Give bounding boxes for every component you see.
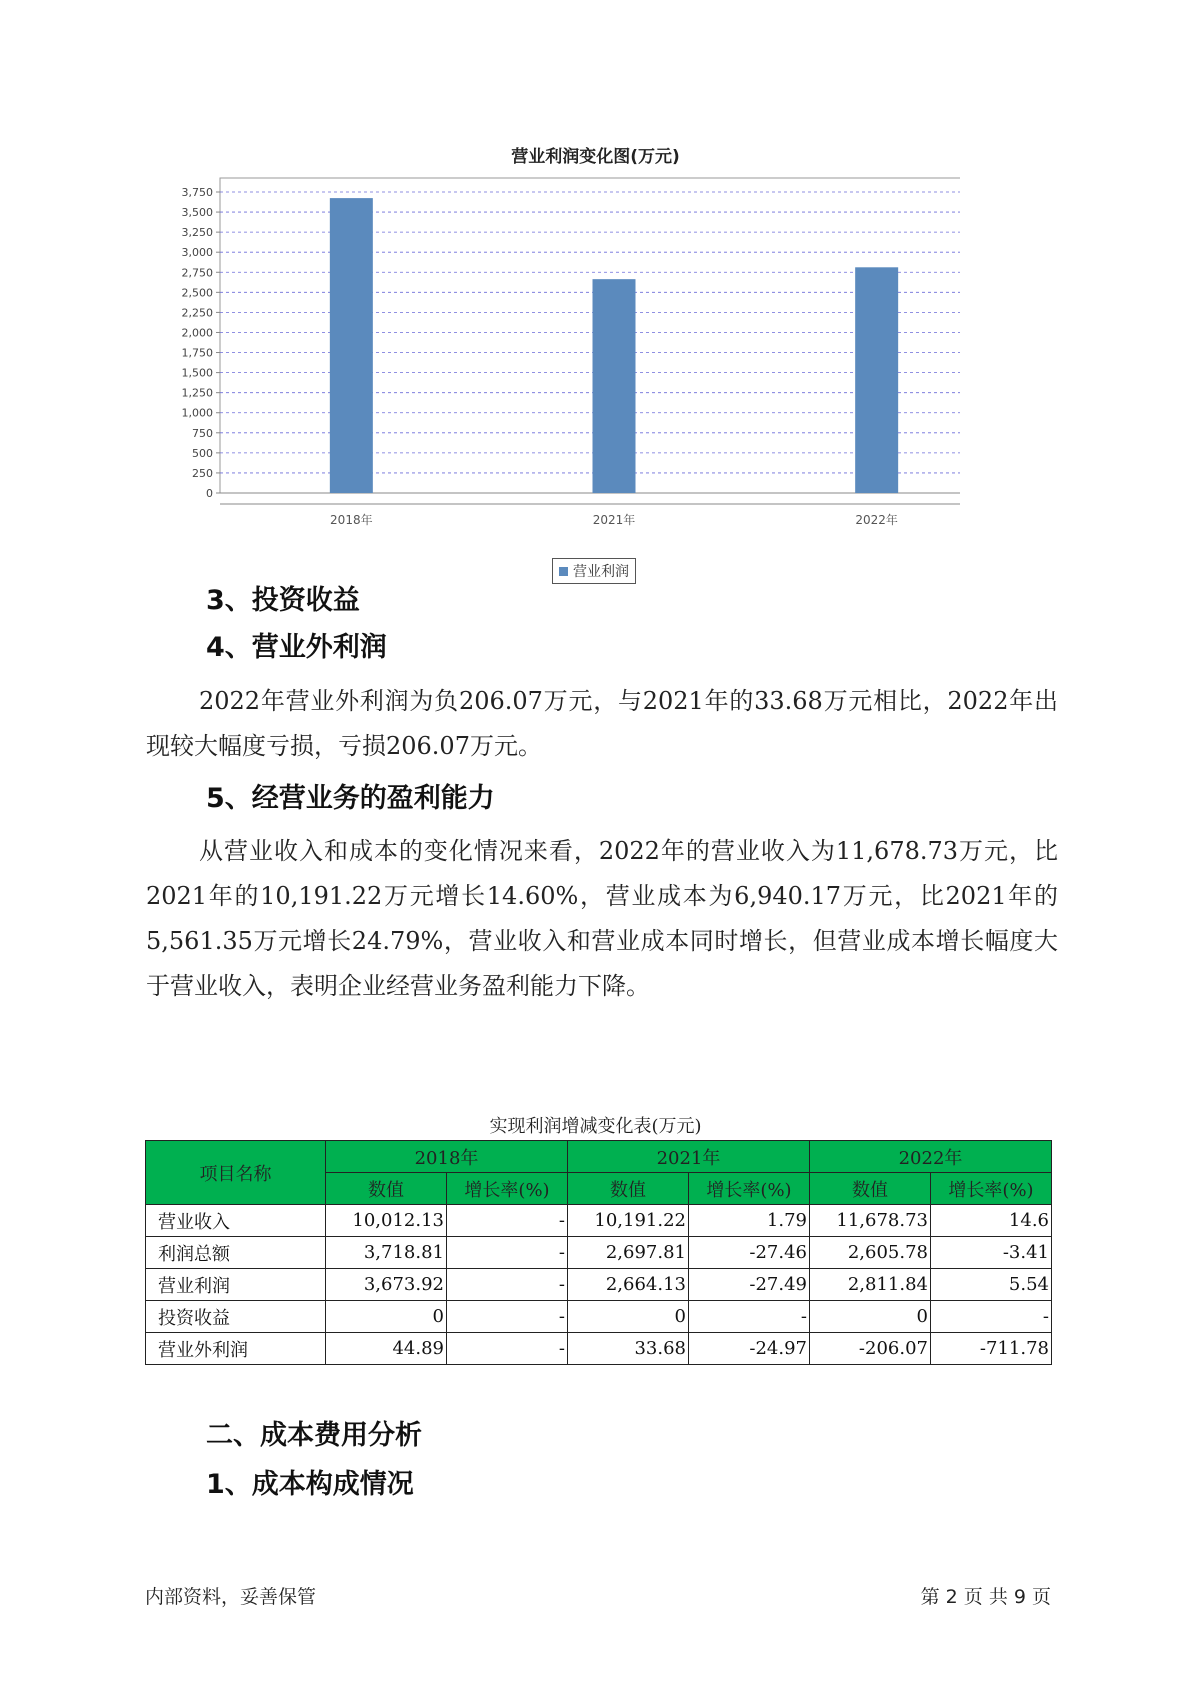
heading-investment-income: 3、投资收益 [206, 585, 360, 616]
header-growth: 增长率(%) [447, 1173, 568, 1205]
header-year: 2018年 [326, 1141, 568, 1173]
cell-value: 10,191.22 [568, 1205, 689, 1237]
chart-legend [552, 558, 636, 584]
cell-value: 2,664.13 [568, 1269, 689, 1301]
cell-value: 3,718.81 [326, 1237, 447, 1269]
cell-value: 3,673.92 [326, 1269, 447, 1301]
cell-growth: - [689, 1301, 810, 1333]
cell-value: 2,811.84 [810, 1269, 931, 1301]
legend-swatch [559, 567, 568, 576]
cell-value: 44.89 [326, 1333, 447, 1365]
paragraph-profitability: 从营业收入和成本的变化情况来看，2022年的营业收入为11,678.73万元，比2021年的10,191.22万元增长14.60%，营业成本为6,940.17万元，比2021年的5,561.35万元增长24.79%，营业收入和营业成本同时增长，但营业成本增长幅度大于营业收入，表明企业经营业务盈利能力下降。 [146, 837, 1058, 1000]
row-name: 营业外利润 [146, 1333, 326, 1365]
x-tick-label: 2018年 [330, 513, 373, 527]
y-tick-label: 1,500 [181, 366, 213, 380]
cell-value: 2,605.78 [810, 1237, 931, 1269]
legend-label: 营业利润 [573, 564, 629, 580]
y-tick-label: 250 [192, 466, 213, 480]
chart-title: 营业利润变化图(万元) [511, 147, 680, 167]
cell-growth: 14.6 [931, 1205, 1052, 1237]
cell-growth: -27.49 [689, 1269, 810, 1301]
bar [330, 198, 373, 493]
bar [593, 279, 636, 493]
y-tick-label: 2,500 [181, 286, 213, 300]
table-row [146, 1301, 1052, 1333]
paragraph-non-operating-profit: 2022年营业外利润为负206.07万元，与2021年的33.68万元相比，2022年出现较大幅度亏损，亏损206.07万元。 [146, 687, 1058, 760]
table-row [146, 1333, 1052, 1365]
y-tick-label: 2,750 [181, 266, 213, 280]
table-row [146, 1205, 1052, 1237]
table-caption: 实现利润增减变化表(万元) [489, 1116, 702, 1137]
table-row [146, 1269, 1052, 1301]
y-tick-label: 3,250 [181, 226, 213, 240]
y-tick-label: 2,000 [181, 326, 213, 340]
header-value: 数值 [326, 1173, 447, 1205]
x-tick-label: 2021年 [592, 513, 636, 527]
cell-value: 0 [810, 1301, 931, 1333]
footer-page-number: 第 2 页 共 9 页 [920, 1586, 1051, 1608]
header-item-name: 项目名称 [146, 1141, 326, 1205]
y-tick-label: 1,000 [181, 406, 213, 420]
cell-growth: -711.78 [931, 1333, 1052, 1365]
row-name: 营业利润 [146, 1269, 326, 1301]
cell-value: 2,697.81 [568, 1237, 689, 1269]
y-tick-label: 3,500 [181, 206, 213, 220]
header-value: 数值 [568, 1173, 689, 1205]
cell-growth: - [447, 1237, 568, 1269]
cell-growth: -27.46 [689, 1237, 810, 1269]
row-name: 投资收益 [146, 1301, 326, 1333]
heading-cost-structure: 1、成本构成情况 [206, 1469, 414, 1500]
heading-cost-analysis: 二、成本费用分析 [206, 1420, 422, 1451]
y-tick-label: 3,000 [181, 246, 213, 260]
cell-growth: - [447, 1205, 568, 1237]
cell-value: 11,678.73 [810, 1205, 931, 1237]
cell-growth: - [447, 1269, 568, 1301]
header-value: 数值 [810, 1173, 931, 1205]
y-tick-label: 1,750 [181, 346, 213, 360]
y-tick-label: 1,250 [181, 386, 213, 400]
profit-bar-chart [140, 172, 960, 532]
cell-growth: 1.79 [689, 1205, 810, 1237]
table-row [146, 1237, 1052, 1269]
cell-value: 10,012.13 [326, 1205, 447, 1237]
profit-change-table [145, 1140, 1052, 1365]
header-growth: 增长率(%) [931, 1173, 1052, 1205]
y-tick-label: 750 [192, 426, 213, 440]
cell-value: -206.07 [810, 1333, 931, 1365]
header-year: 2021年 [568, 1141, 810, 1173]
y-tick-label: 2,250 [181, 306, 213, 320]
heading-non-operating-profit: 4、营业外利润 [206, 632, 387, 663]
cell-growth: - [447, 1333, 568, 1365]
heading-profitability: 5、经营业务的盈利能力 [206, 783, 495, 814]
footer-confidential: 内部资料，妥善保管 [145, 1586, 317, 1608]
y-tick-label: 3,750 [181, 186, 213, 199]
y-tick-label: 500 [192, 446, 213, 460]
row-name: 利润总额 [146, 1237, 326, 1269]
x-tick-label: 2022年 [855, 513, 898, 527]
cell-growth: - [931, 1301, 1052, 1333]
cell-value: 33.68 [568, 1333, 689, 1365]
cell-growth: -24.97 [689, 1333, 810, 1365]
header-growth: 增长率(%) [689, 1173, 810, 1205]
cell-value: 0 [568, 1301, 689, 1333]
y-tick-label: 0 [206, 487, 213, 500]
cell-growth: -3.41 [931, 1237, 1052, 1269]
header-year: 2022年 [810, 1141, 1052, 1173]
cell-growth: 5.54 [931, 1269, 1052, 1301]
row-name: 营业收入 [146, 1205, 326, 1237]
cell-value: 0 [326, 1301, 447, 1333]
cell-growth: - [447, 1301, 568, 1333]
bar [855, 267, 898, 493]
